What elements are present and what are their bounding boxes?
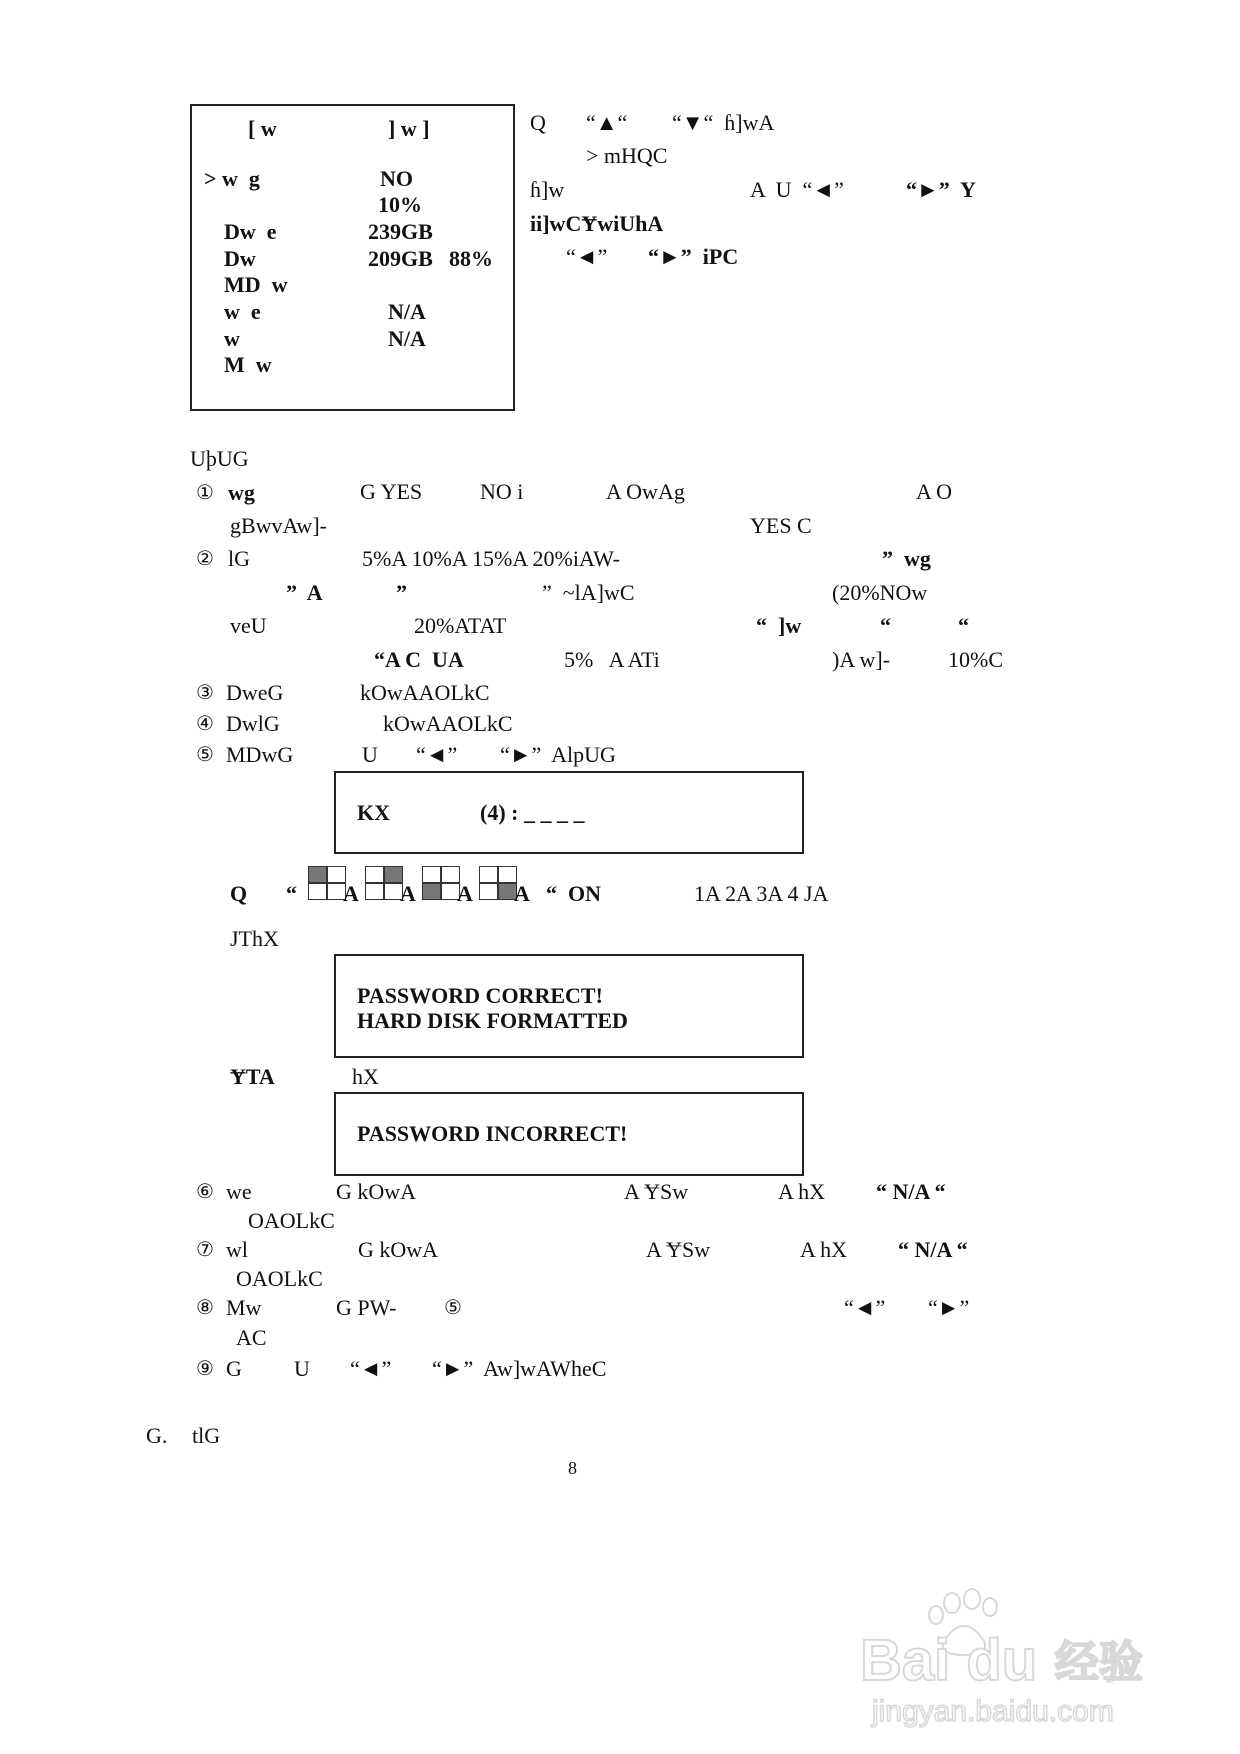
item-text: “◄” — [416, 742, 458, 767]
menu-row-label: w — [224, 326, 240, 351]
item-text: “◄” — [350, 1356, 392, 1381]
note-line-4: ii]wCɎwiUhA — [530, 211, 664, 236]
quad-sep: A — [400, 881, 416, 906]
quadrant-1-icon — [308, 866, 348, 902]
note-line-2: > mHQC — [586, 143, 668, 168]
quad-close: “ ON — [546, 881, 601, 906]
item-text: G kOwA — [336, 1179, 417, 1204]
quad-q: Q — [230, 881, 248, 906]
fail-line-1: PASSWORD INCORRECT! — [357, 1121, 628, 1146]
item-text: ” wg — [882, 546, 931, 571]
item-text: “ — [880, 613, 891, 638]
item-key: DwlG — [226, 711, 280, 736]
item-text: YES C — [750, 513, 812, 538]
item-text: A OwAg — [606, 479, 685, 504]
menu-row-value: 10% — [378, 192, 422, 217]
item-text: G kOwA — [358, 1237, 439, 1262]
item-text: 10%C — [948, 647, 1003, 672]
item-text: AC — [236, 1325, 267, 1350]
item-text: 5%A 10%A 15%A 20%iAW- — [362, 546, 620, 571]
quad-open-quote: “ — [286, 881, 297, 906]
item-key: wl — [226, 1237, 248, 1262]
item-text: G PW- — [336, 1295, 397, 1320]
item-text: “ N/A “ — [898, 1237, 968, 1262]
menu-row-extra: 88% — [449, 246, 493, 271]
jthx-text: JThX — [230, 926, 279, 951]
item-text: U — [362, 742, 378, 767]
item-key: wg — [228, 480, 255, 505]
item-text: ” A — [286, 580, 323, 605]
menu-row-value: N/A — [388, 326, 426, 351]
item-text: “►” Aw]wAWheC — [432, 1356, 607, 1381]
note-line-5b: “►” iPC — [648, 244, 739, 269]
note-line-1b: “▲“ — [586, 110, 628, 135]
item-text: ⑤ — [444, 1297, 462, 1319]
menu-row-label: w e — [224, 299, 261, 324]
item-text: (20%NOw — [832, 580, 928, 605]
page-number: 8 — [568, 1458, 577, 1478]
item-text: “◄” — [844, 1295, 886, 1320]
item-text: A ɎSw — [646, 1237, 711, 1262]
quadrant-3-icon — [422, 866, 462, 902]
item-text: ” — [396, 580, 407, 605]
menu-row-value: N/A — [388, 299, 426, 324]
menu-row-label: > w g — [204, 166, 260, 191]
quad-sep: A — [514, 881, 530, 906]
item-text: “ ]w — [756, 613, 802, 638]
quad-sep: A — [457, 881, 473, 906]
item-text: OAOLkC — [248, 1208, 335, 1233]
item-text: kOwAAOLkC — [383, 711, 513, 736]
menu-row-label: MD w — [224, 272, 288, 297]
item-text: 5% A ATi — [564, 647, 660, 672]
item-number: ⑤ — [196, 744, 214, 766]
password-slots: (4) : _ _ _ _ — [480, 800, 585, 825]
item-number: ⑨ — [196, 1358, 214, 1380]
menu-row-value: 239GB — [368, 219, 433, 244]
menu-header-right: ] w ] — [388, 116, 430, 141]
item-text: gBwvAw]- — [230, 513, 327, 538]
item-text: “ N/A “ — [876, 1179, 946, 1204]
quad-digits: 1A 2A 3A 4 JA — [694, 881, 829, 906]
item-text: veU — [230, 613, 267, 638]
menu-row-value: NO — [380, 166, 413, 191]
item-text: 20%ATAT — [414, 613, 507, 638]
note-line-3b: A U “◄” — [750, 177, 844, 202]
quadrant-2-icon — [365, 866, 405, 902]
success-line-1: PASSWORD CORRECT! — [357, 983, 603, 1008]
baidu-watermark — [860, 1585, 1190, 1735]
watermark-url: jingyan.baidu.com — [872, 1695, 1114, 1728]
note-line-3c: “►” Y — [906, 177, 976, 202]
watermark-cn: 经验 — [1055, 1637, 1143, 1688]
item-key: DweG — [226, 680, 284, 705]
item-text: “ — [958, 613, 969, 638]
note-line-1c: “▼“ ɦ]wA — [672, 110, 775, 135]
item-number: ② — [196, 548, 214, 570]
password-prompt: KX — [357, 800, 390, 825]
item-text: NO i — [480, 479, 524, 504]
menu-row-label: Dw — [224, 246, 256, 271]
item-key: lG — [228, 546, 250, 571]
item-text: “►” — [928, 1295, 970, 1320]
item-key: we — [226, 1179, 252, 1204]
item-text: G YES — [360, 479, 423, 504]
item-text: )A w]- — [832, 647, 891, 672]
note-line-1a: Q — [530, 110, 546, 135]
section-label: G. — [146, 1423, 168, 1448]
item-number: ⑥ — [196, 1181, 214, 1203]
item-key: Mw — [226, 1295, 262, 1320]
item-number: ⑧ — [196, 1297, 214, 1319]
watermark-brand: Bai du — [860, 1628, 1038, 1693]
item-text: A hX — [778, 1179, 826, 1204]
item-text: kOwAAOLkC — [360, 680, 490, 705]
item-text: OAOLkC — [236, 1266, 323, 1291]
item-text: “A C UA — [374, 647, 464, 672]
item-text: U — [294, 1356, 310, 1381]
item-text: A O — [916, 479, 953, 504]
intro-text: UþUG — [190, 446, 249, 471]
note-line-5a: “◄” — [566, 244, 608, 269]
hx-text: hX — [352, 1064, 379, 1089]
item-key: MDwG — [226, 742, 294, 767]
success-line-2: HARD DISK FORMATTED — [357, 1008, 628, 1033]
item-text: A hX — [800, 1237, 848, 1262]
menu-row-label: M w — [224, 352, 272, 377]
quad-sep: A — [343, 881, 359, 906]
quadrant-4-icon — [479, 866, 519, 902]
menu-row-value: 209GB — [368, 246, 433, 271]
item-number: ⑦ — [196, 1239, 214, 1261]
item-text: ” ~lA]wC — [542, 580, 635, 605]
item-number: ③ — [196, 682, 214, 704]
item-number: ④ — [196, 713, 214, 735]
menu-header-left: [ w — [248, 116, 277, 141]
item-key: G — [226, 1356, 242, 1381]
section-title: tlG — [192, 1423, 221, 1448]
note-line-3a: ɦ]w — [530, 177, 565, 202]
item-number: ① — [196, 482, 214, 504]
menu-row-label: Dw e — [224, 219, 277, 244]
item-text: “►” AlpUG — [500, 742, 616, 767]
item-text: A ɎSw — [624, 1179, 689, 1204]
yta-text: ɎTA — [230, 1064, 275, 1089]
